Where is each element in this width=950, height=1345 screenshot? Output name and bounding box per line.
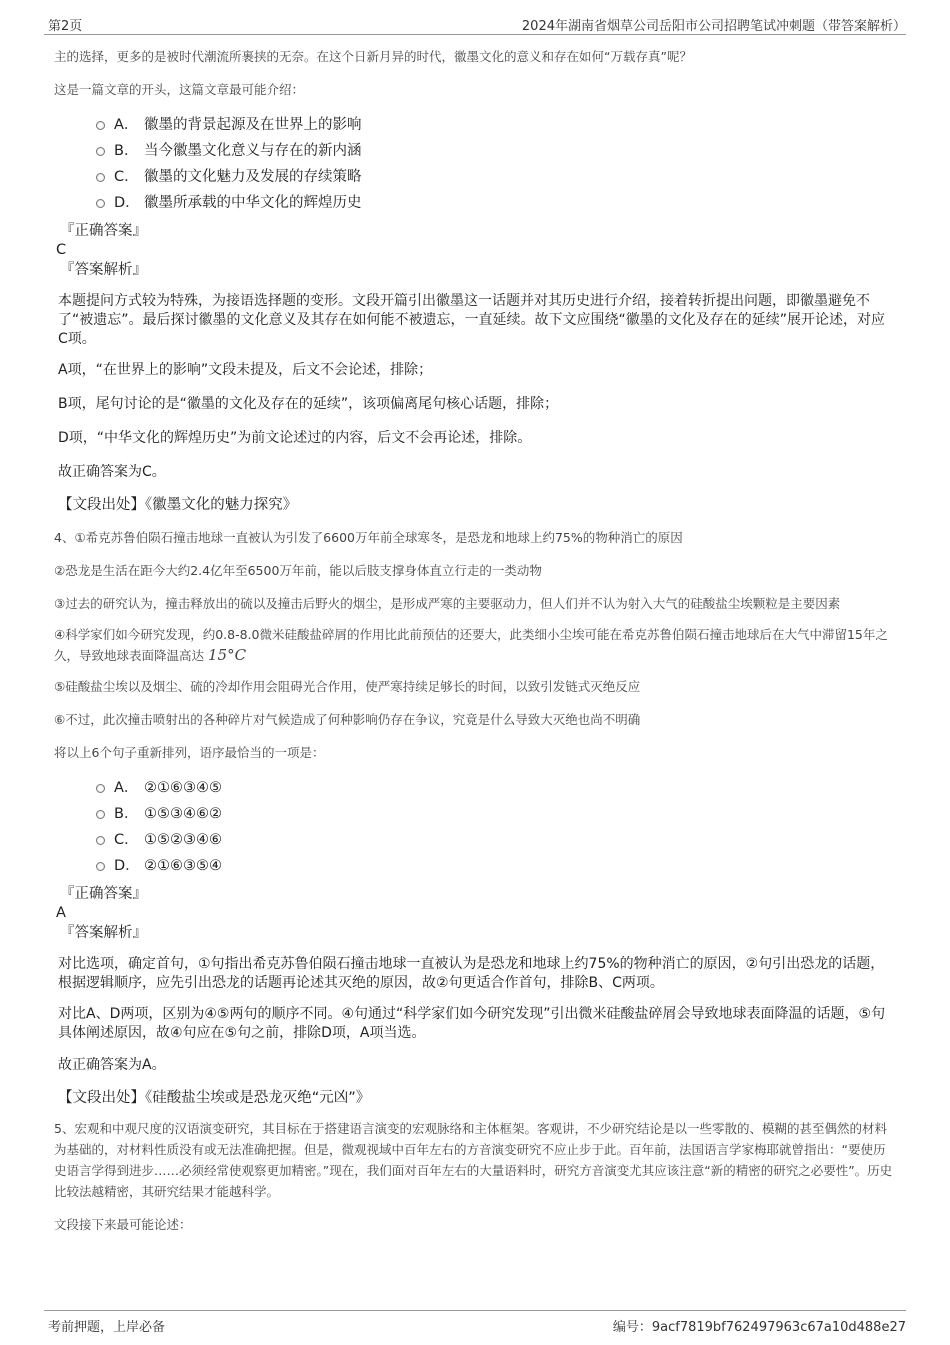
q3-source: 【文段出处】《徽墨文化的魅力探究》	[58, 497, 298, 513]
q4-sentence-1: 4、①希克苏鲁伯陨石撞击地球一直被认为引发了6600万年前全球寒冬，是恐龙和地球上约75%的物种消亡的原因	[54, 530, 683, 545]
q3-analysis-label: 『答案解析』	[60, 262, 147, 278]
q4-analysis-1: 对比选项，确定首句，①句指出希克苏鲁伯陨石撞击地球一直被认为是恐龙和地球上约75%的物种消亡的原因，②句引出恐龙的话题，根据逻辑顺序，应先引出恐龙的话题再论述其灭绝的原因，故②句更适合作首句，排除B、C两项。	[58, 956, 885, 991]
radio-icon[interactable]	[96, 147, 105, 156]
q4-option-c[interactable]: C． ①⑤②③④⑥	[54, 827, 894, 853]
q3-analysis-2: A项，“在世界上的影响”文段未提及，后文不会论述，排除；	[58, 362, 433, 378]
q3-option-c[interactable]: C． 徽墨的文化魅力及发展的存续策略	[54, 164, 894, 190]
q3-answer-label: 『正确答案』	[60, 223, 147, 239]
q3-options	[54, 112, 894, 216]
q4-analysis-label: 『答案解析』	[60, 925, 147, 941]
q4-sentence-5: ⑤硅酸盐尘埃以及烟尘、硫的冷却作用会阻碍光合作用，使严寒持续足够长的时间，以致引发链式灭绝反应	[54, 679, 641, 694]
q3-analysis-1: 本题提问方式较为特殊，为接语选择题的变形。文段开篇引出徽墨这一话题并对其历史进行介绍，接着转折提出问题，即徽墨避免不了“被遗忘”。最后探讨徽墨的文化意义及其存在如何能不被遗忘，一直延续。故下文应围绕“徽墨的文化及存在的延续”展开论述，对应C项。	[58, 293, 886, 347]
radio-icon[interactable]	[96, 810, 105, 819]
document-id: 编号：9acf7819bf762497963c67a10d488e27	[612, 1320, 906, 1335]
page-number: 第2页	[48, 19, 83, 34]
q3-analysis-3: B项，尾句讨论的是“徽墨的文化及存在的延续”，该项偏离尾句核心话题，排除；	[58, 396, 559, 412]
q4-sentence-2: ②恐龙是生活在距今大约2.4亿年至6500万年前，能以后肢支撑身体直立行走的一类动物	[54, 563, 542, 578]
q3-passage-tail: 主的选择，更多的是被时代潮流所裹挟的无奈。在这个日新月异的时代，徽墨文化的意义和存在如何“万载存真”呢？	[54, 49, 692, 64]
q3-option-b[interactable]: B． 当今徽墨文化意义与存在的新内涵	[54, 138, 894, 164]
q3-option-a[interactable]: A． 徽墨的背景起源及在世界上的影响	[54, 112, 894, 138]
radio-icon[interactable]	[96, 173, 105, 182]
q3-prompt: 这是一篇文章的开头，这篇文章最可能介绍：	[54, 82, 305, 97]
q4-option-b[interactable]: B． ①⑤③④⑥②	[54, 801, 894, 827]
q4-prompt: 将以上6个句子重新排列，语序最恰当的一项是：	[54, 745, 325, 760]
q3-option-d[interactable]: D． 徽墨所承载的中华文化的辉煌历史	[54, 190, 894, 216]
q5-prompt: 文段接下来最可能论述：	[54, 1217, 192, 1232]
q4-sentence-3: ③过去的研究认为，撞击释放出的硫以及撞击后野火的烟尘，是形成严寒的主要驱动力，但人们并不认为射入大气的硅酸盐尘埃颗粒是主要因素	[54, 596, 841, 611]
q4-option-a[interactable]: A． ②①⑥③④⑤	[54, 775, 894, 801]
radio-icon[interactable]	[96, 199, 105, 208]
footer-slogan: 考前押题，上岸必备	[48, 1320, 166, 1335]
q3-analysis-5: 故正确答案为C。	[58, 464, 166, 480]
q4-sentence-6: ⑥不过，此次撞击喷射出的各种碎片对气候造成了何种影响仍存在争议，究竟是什么导致大灭绝也尚不明确	[54, 712, 641, 727]
page-header	[44, 14, 906, 35]
document-title: 2024年湖南省烟草公司岳阳市公司招聘笔试冲刺题（带答案解析）	[521, 19, 906, 34]
q4-source: 【文段出处】《硅酸盐尘埃或是恐龙灭绝“元凶”》	[58, 1090, 371, 1106]
q5-passage: 5、宏观和中观尺度的汉语演变研究，其目标在于搭建语言演变的宏观脉络和主体框架。客观讲，不少研究结论是以一些零散的、模糊的甚至偶然的材料为基础的，对材料性质没有或无法准确把握。但是，微观视域中百年左右的方音演变研究不应止步于此。百年前，法国语言学家梅耶就曾指出：“要使历史语言学得到进步……必须经常使观察更加精密。”现在，我们面对百年左右的大量语料时，研究方音演变尤其应该注意“新的精密的研究之必要性”。历史比较法越精密，其研究结果才能越科学。	[54, 1121, 893, 1199]
temperature-value: 15°C	[208, 646, 247, 664]
q4-analysis-2: 对比A、D两项，区别为④⑤两句的顺序不同。④句通过“科学家们如今研究发现”引出微米硅酸盐碎屑会导致地球表面降温的话题，⑤句具体阐述原因，故④句应在⑤句之前，排除D项，A项当选。	[58, 1006, 886, 1041]
radio-icon[interactable]	[96, 862, 105, 871]
q4-answer: A	[56, 905, 66, 921]
page-content	[54, 46, 894, 1235]
radio-icon[interactable]	[96, 121, 105, 130]
q3-answer: C	[56, 242, 67, 258]
q4-analysis-3: 故正确答案为A。	[58, 1057, 166, 1073]
q4-sentence-4: ④科学家们如今研究发现，约0.8-8.0微米硅酸盐碎屑的作用比此前预估的还要大，此类细小尘埃可能在希克苏鲁伯陨石撞击地球后在大气中滞留15年之久，导致地球表面降温高达 15°C	[54, 627, 888, 664]
q4-option-d[interactable]: D． ②①⑥③⑤④	[54, 853, 894, 879]
radio-icon[interactable]	[96, 784, 105, 793]
q4-options	[54, 775, 894, 879]
radio-icon[interactable]	[96, 836, 105, 845]
q4-answer-label: 『正确答案』	[60, 886, 147, 902]
page-footer	[44, 1310, 906, 1335]
q3-analysis-4: D项，“中华文化的辉煌历史”为前文论述过的内容，后文不会再论述，排除。	[58, 430, 532, 446]
